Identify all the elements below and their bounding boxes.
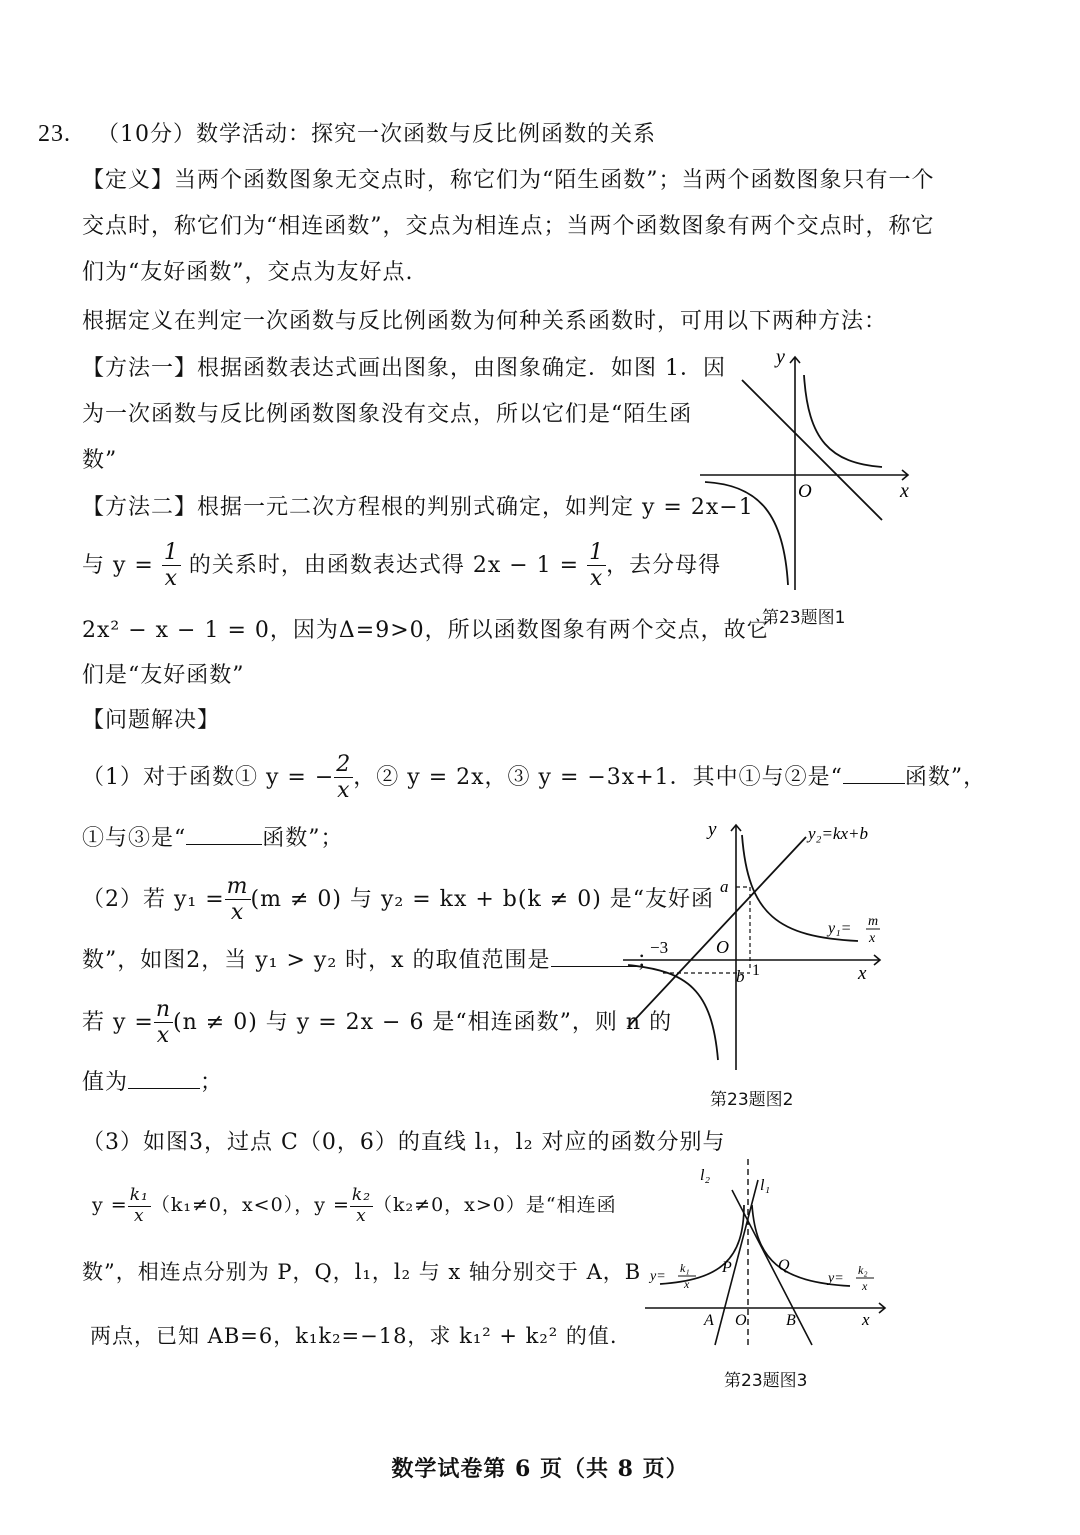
question-heading: [38, 122, 656, 146]
method2-line-3: 2x² − x − 1 = 0，因为Δ=9>0，所以函数图象有两个交点，故它: [82, 618, 770, 643]
svg-text:x: x: [862, 1279, 868, 1293]
l1-label: l₁: [760, 1177, 771, 1194]
definition-line-3: 们为“友好函数”，交点为友好点.: [82, 260, 414, 285]
fraction: $\frac{1}{x}$: [589, 540, 605, 592]
answer-blank[interactable]: [843, 783, 905, 784]
page-footer: 数学试卷第 6 页（共 8 页）: [391, 1456, 689, 1482]
part3-line-2: y = $\frac{\text{k₁}}{x}$ （k₁≠0，x<0），y = $\frac{\text{k₂}}{x}$ （k₂≠0，x>0）是“相连函: [92, 1185, 617, 1226]
method2-label: 【方法二】: [82, 495, 198, 520]
part2-line-2: 数”，如图2，当 y₁ > y₂ 时，x 的取值范围是 ；: [82, 948, 660, 973]
fraction: $\frac{1}{x}$: [163, 540, 179, 592]
tick-neg3-label: −3: [650, 938, 669, 957]
svg-text:k₁: k₁: [680, 1261, 690, 1275]
definition-line-2: 交点时，称它们为“相连函数”，交点为相连点；当两个函数图象有两个交点时，称它: [82, 214, 935, 239]
point-q-label: Q: [778, 1257, 790, 1274]
figure-3: [640, 1150, 900, 1350]
point-b-label: b: [736, 967, 745, 986]
figure-3-caption: 第23题图3: [724, 1371, 808, 1391]
method1-line-3: 数”: [82, 448, 118, 473]
l2-label: l₂: [700, 1167, 711, 1184]
fraction: $\frac{n}{x}$: [155, 997, 172, 1049]
part2-line-3: 若 y = $\frac{n}{x}$ (n ≠ 0) 与 y = 2x − 6 是“相连函数”，则 n 的: [82, 997, 673, 1049]
method1-label: 【方法一】: [82, 356, 198, 381]
origin-label: O: [735, 1312, 747, 1329]
figure-1-caption: 第23题图1: [762, 608, 846, 628]
x-axis-label: x: [862, 1310, 870, 1329]
method2-line-4: 们是“友好函数”: [82, 663, 245, 688]
point-p-label: P: [722, 1259, 732, 1276]
line-label: y₂=kx+b: [808, 824, 868, 843]
answer-blank[interactable]: [186, 844, 262, 845]
method2-line-1: 【方法二】根据一元二次方程根的判别式确定，如判定 y = 2x−1: [82, 495, 754, 520]
part2-line-4: 值为 ；: [82, 1070, 224, 1095]
part1-line-2: ①与③是“ 函数”；: [82, 826, 344, 851]
solve-label: 【问题解决】: [82, 708, 221, 733]
origin-label: O: [798, 481, 812, 502]
tick-1-label: 1: [752, 962, 760, 979]
point-b-label: B: [786, 1312, 796, 1329]
right-curve-label: y=: [828, 1271, 844, 1286]
point-a-label: A: [704, 1312, 714, 1329]
method1-line-2: 为一次函数与反比例函数图象没有交点，所以它们是“陌生函: [82, 402, 693, 427]
left-curve-label: y=: [650, 1269, 666, 1284]
figure-2: [618, 815, 908, 1075]
part3-line-4: 两点，已知 AB=6，k₁k₂=−18，求 k₁² + k₂² 的值.: [90, 1324, 618, 1348]
x-axis-label: x: [900, 480, 909, 502]
x-axis-label: x: [858, 963, 867, 984]
fraction: $\frac{m}{x}$: [226, 874, 249, 926]
svg-text:k₂: k₂: [858, 1263, 868, 1277]
origin-label: O: [716, 937, 729, 957]
point-a-label: a: [720, 877, 729, 896]
fraction: $\frac{\text{k₂}}{x}$: [351, 1185, 372, 1226]
curve-label: y₁=: [828, 920, 852, 937]
y-axis-label: y: [708, 819, 717, 840]
curve-label-numerator: m: [868, 914, 879, 929]
part3-line-3: 数”，相连点分别为 P，Q，l₁，l₂ 与 x 轴分别交于 A，B: [82, 1260, 642, 1284]
part1-line-1: （1）对于函数① y = − $\frac{2}{x}$ ，② y = 2x，③ y = −3x+1．其中①与②是“ 函数”，: [82, 752, 987, 804]
intro-text: 根据定义在判定一次函数与反比例函数为何种关系函数时，可用以下两种方法：: [82, 309, 888, 334]
definition-line-1: 【定义】当两个函数图象无交点时，称它们为“陌生函数”；当两个函数图象只有一个: [82, 168, 935, 193]
question-title: 数学活动：探究一次函数与反比例函数的关系: [196, 122, 657, 147]
fraction: $\frac{2}{x}$: [336, 752, 352, 804]
fraction: $\frac{\text{k₁}}{x}$: [129, 1185, 149, 1226]
question-score: （10分）: [97, 122, 196, 147]
method1-line-1: 【方法一】根据函数表达式画出图象，由图象确定．如图 1．因: [82, 356, 727, 381]
figure-1: [690, 345, 920, 595]
curve-label-denominator: x: [869, 931, 876, 946]
method2-line-2: 与 y = $\frac{1}{x}$ 的关系时，由函数表达式得 2x − 1 = $\frac{1}{x}$ ，去分母得: [82, 540, 722, 592]
svg-text:x: x: [684, 1277, 690, 1291]
part2-line-1: （2）若 y₁ = $\frac{m}{x}$ (m ≠ 0) 与 y₂ = kx + b(k ≠ 0) 是“友好函: [82, 874, 715, 926]
answer-blank[interactable]: [128, 1088, 200, 1089]
definition-label: 【定义】: [82, 168, 175, 193]
figure-2-caption: 第23题图2: [710, 1090, 794, 1110]
y-axis-label: y: [776, 346, 785, 368]
question-number: 23.: [38, 121, 71, 147]
part3-line-1: （3）如图3，过点 C（0，6）的直线 l₁，l₂ 对应的函数分别与: [82, 1130, 726, 1155]
